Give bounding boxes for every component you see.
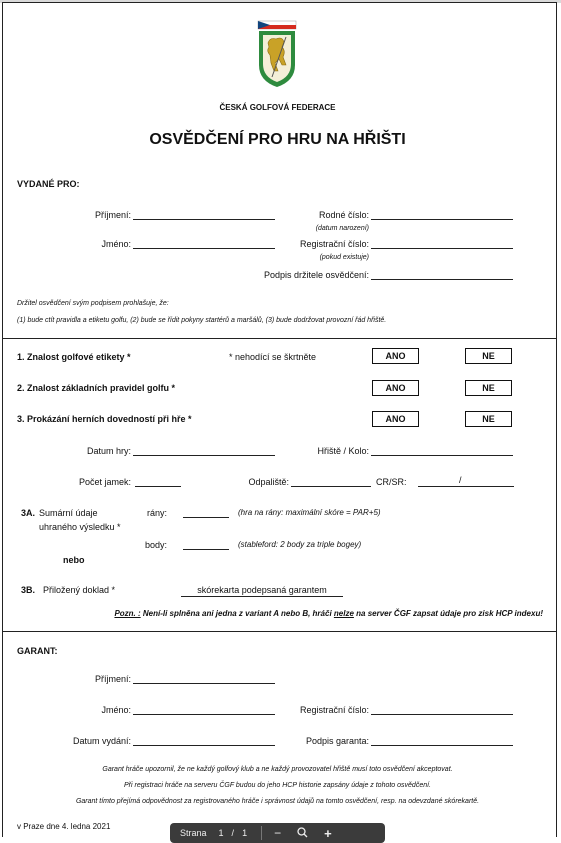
place-date: v Praze dne 4. ledna 2021 [17, 822, 111, 831]
tee-field[interactable] [291, 486, 371, 487]
birth-number-field[interactable] [371, 219, 513, 220]
zoom-in-button[interactable]: + [324, 825, 332, 841]
section-3a-label-line2: uhraného výsledku * [39, 522, 121, 532]
crsr-field[interactable] [418, 486, 514, 487]
holder-signature-field[interactable] [371, 279, 513, 280]
guarantor-note-1: Garant hráče upozornil, že ne každý golfový klub a ne každý provozovatel hřiště musí toto osvědčení akceptovat. [102, 766, 453, 773]
cross-out-hint: * nehodící se škrtněte [229, 352, 317, 362]
reg-number-hint: (pokud existuje) [319, 254, 369, 261]
note-nelze: nelze [333, 609, 354, 618]
holder-name-field[interactable] [133, 248, 275, 249]
declaration-text: Držitel osvědčení svým podpisem prohlašuje, že: [17, 300, 169, 307]
page-current-input[interactable]: 1 [218, 828, 224, 838]
skills-question: 3. Prokázání herních dovedností při hře * [17, 414, 192, 424]
strokes-field[interactable] [183, 517, 229, 518]
section-3b-label: Přiložený doklad * [43, 585, 116, 595]
pdf-viewer-toolbar [170, 823, 385, 843]
guarantor-heading: GARANT: [17, 646, 58, 656]
holes-field[interactable] [135, 486, 181, 487]
holder-reg-number-label: Registrační číslo: [299, 239, 369, 249]
attached-document-value: skórekarta podepsaná garantem [197, 585, 327, 595]
guarantor-name-label: Jméno: [101, 705, 131, 715]
certificate-page [2, 2, 557, 837]
points-label: body: [145, 540, 168, 550]
section-3a-label-line1: Sumární údaje [39, 508, 98, 518]
guarantor-signature-field[interactable] [371, 745, 513, 746]
section-divider [3, 631, 556, 632]
date-played-field[interactable] [133, 455, 275, 456]
zoom-out-button[interactable]: − [274, 826, 282, 840]
etiquette-question: 1. Znalost golfové etikety * [17, 352, 131, 362]
strokes-label: rány: [147, 508, 168, 518]
note-text [3, 609, 543, 618]
points-hint: (stableford: 2 body za triple bogey) [238, 540, 362, 549]
guarantor-note-3: Garant tímto přejímá odpovědnost za registrovaného hráče i správnost údajů na tomto osvědčení, resp. na odevzdané skórekartě. [75, 798, 480, 805]
holder-surname-label: Příjmení: [94, 210, 131, 220]
birth-number-label: Rodné číslo: [318, 210, 369, 220]
holder-reg-number-field[interactable] [371, 248, 513, 249]
holes-label: Počet jamek: [78, 477, 131, 487]
federation-name: ČESKÁ GOLFOVÁ FEDERACE [219, 103, 336, 112]
page-total: 1 [242, 828, 248, 838]
note-part-b: na server ČGF zapsat údaje pro zisk HCP indexu! [353, 609, 543, 618]
holder-name-label: Jméno: [101, 239, 131, 249]
crsr-label: CR/SR: [376, 477, 407, 487]
section-divider [3, 338, 556, 339]
etiquette-no-box[interactable]: NE [465, 348, 512, 364]
note-prefix: Pozn. : [114, 609, 141, 618]
crsr-separator: / [459, 475, 462, 485]
page-label: Strana [180, 828, 207, 838]
issue-date-label: Datum vydání: [72, 736, 131, 746]
date-played-label: Datum hry: [86, 446, 131, 456]
guarantor-surname-label: Příjmení: [94, 674, 131, 684]
skills-no-box[interactable]: NE [465, 411, 512, 427]
section-3b-number: 3B. [21, 585, 36, 595]
birth-number-hint: (datum narození) [315, 225, 369, 232]
guarantor-name-field[interactable] [133, 714, 275, 715]
rules-no-box[interactable]: NE [465, 380, 512, 396]
cgf-lion-logo-icon [256, 19, 298, 89]
rules-yes-box[interactable]: ANO [372, 380, 419, 396]
or-label: nebo [63, 555, 85, 565]
attached-document-field[interactable] [181, 596, 343, 597]
strokes-hint: (hra na rány: maximální skóre = PAR+5) [238, 508, 381, 517]
page-separator: / [231, 828, 235, 838]
points-field[interactable] [183, 549, 229, 550]
course-round-field[interactable] [371, 455, 513, 456]
course-round-label: Hřiště / Kolo: [317, 446, 369, 456]
toolbar-divider [261, 826, 262, 840]
issued-for-heading: VYDANÉ PRO: [17, 179, 80, 189]
declaration-items: (1) bude ctít pravidla a etiketu golfu, (2) bude se řídit pokyny startérů a maršálů, (3) bude dodržovat provozní řád hřiště. [17, 317, 387, 324]
page-title: OSVĚDČENÍ PRO HRU NA HŘIŠTI [149, 131, 406, 148]
zoom-icon[interactable] [297, 827, 308, 840]
skills-yes-box[interactable]: ANO [372, 411, 419, 427]
issue-date-field[interactable] [133, 745, 275, 746]
section-3a-number: 3A. [21, 508, 36, 518]
guarantor-reg-number-field[interactable] [371, 714, 513, 715]
holder-signature-label: Podpis držitele osvědčení: [263, 270, 369, 280]
etiquette-yes-box[interactable]: ANO [372, 348, 419, 364]
guarantor-reg-number-label: Registrační číslo: [299, 705, 369, 715]
guarantor-surname-field[interactable] [133, 683, 275, 684]
rules-question: 2. Znalost základních pravidel golfu * [17, 383, 176, 393]
guarantor-note-2: Při registraci hráče na serveru ČGF budou do jeho HCP historie zapsány údaje z tohoto osvědčení. [124, 782, 431, 789]
note-part-a: Není-li splněna ani jedna z variant A nebo B, hráči [140, 609, 334, 618]
guarantor-signature-label: Podpis garanta: [305, 736, 369, 746]
holder-surname-field[interactable] [133, 219, 275, 220]
tee-label: Odpaliště: [248, 477, 289, 487]
